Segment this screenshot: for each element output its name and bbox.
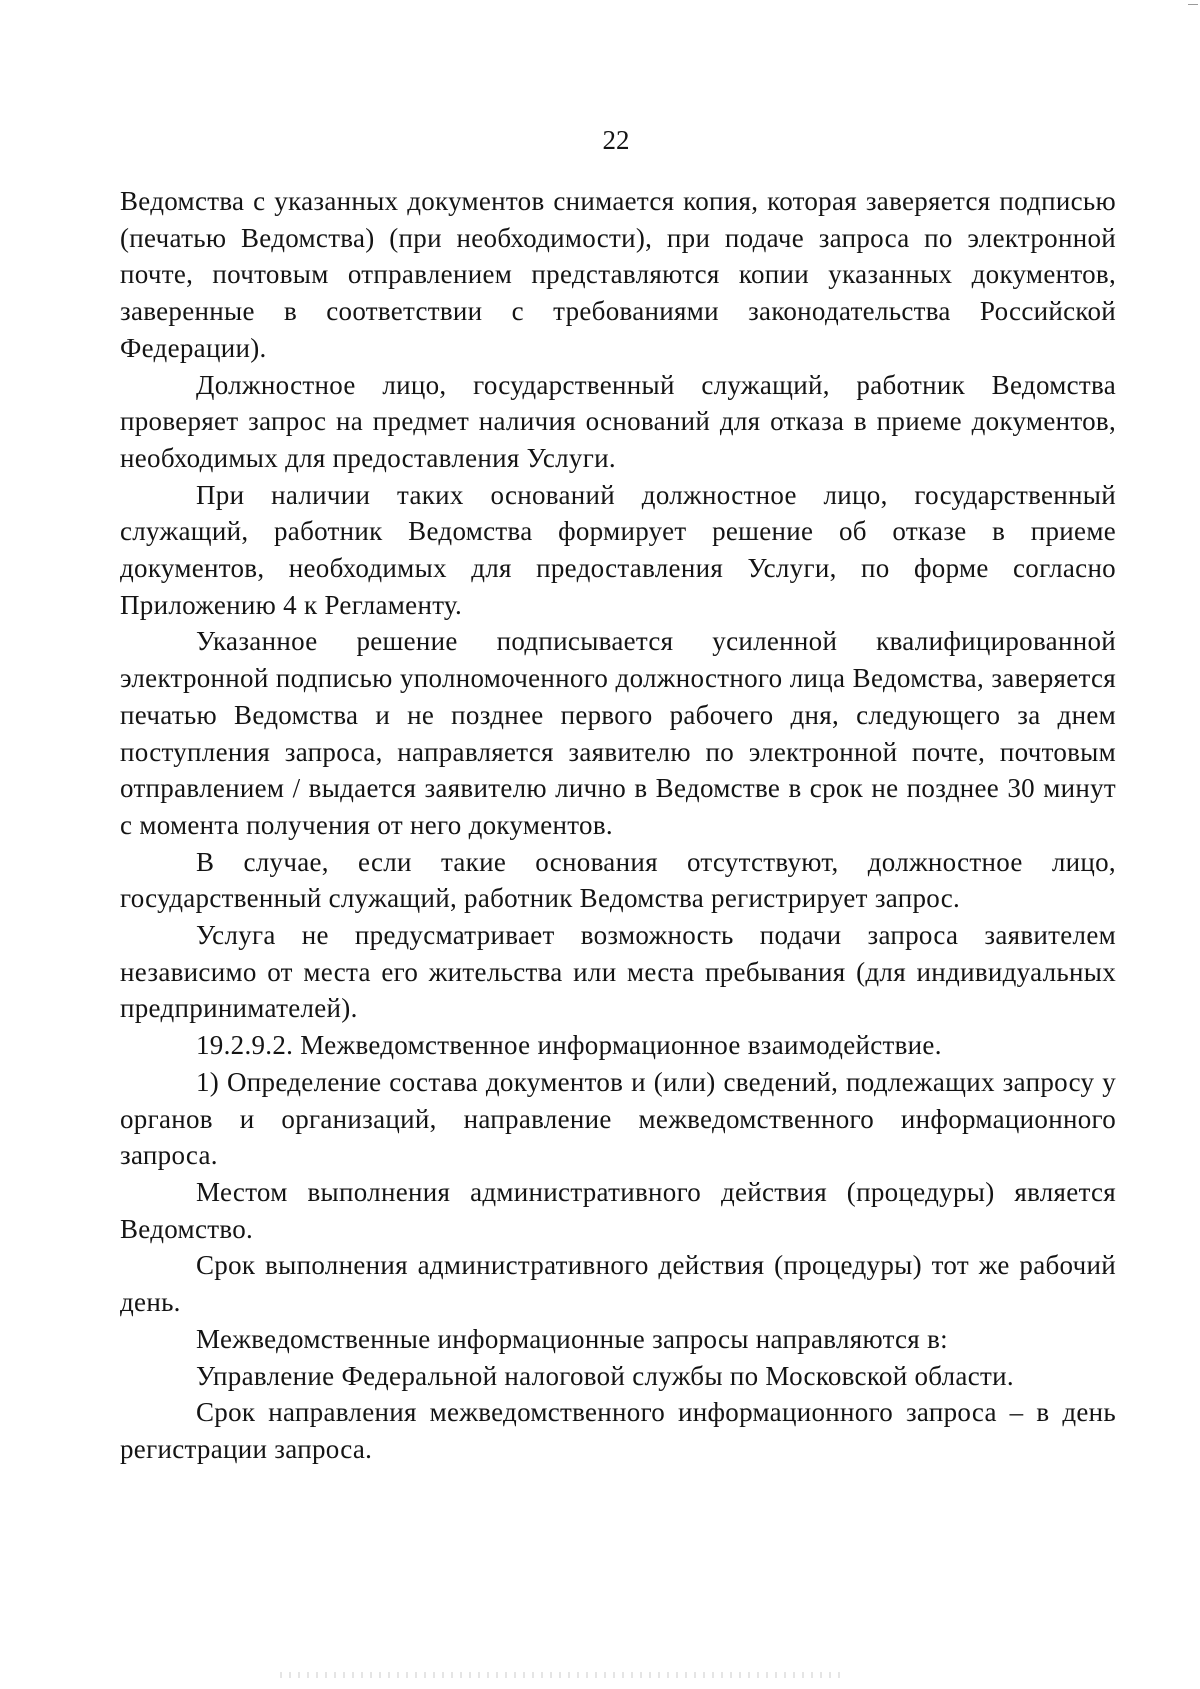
paragraph-service-location: Услуга не предусматривает возможность подачи запроса заявителем независимо от места его жительства или места пребывания (для индивидуальных предпринимателей). bbox=[120, 920, 1116, 1024]
paragraph-continuation: Ведомства с указанных документов снимается копия, которая заверяется подписью (печатью Ведомства) (при необходимости), при подаче запроса по электронной почте, почтовым отправлением представляются копии указанных документов, заверенные в соответствии с требованиями законодательства Российской Федерации). bbox=[120, 186, 1116, 363]
paragraph-refusal-decision: При наличии таких оснований должностное лицо, государственный служащий, работник Ведомства формирует решение об отказе в приеме документов, необходимых для предоставления Услуги, по форме согласно Приложению 4 к Регламенту. bbox=[120, 479, 1116, 620]
paragraph-document-composition: 1) Определение состава документов и (или) сведений, подлежащих запросу у органов и организаций, направление межведомственного информационного запроса. bbox=[120, 1066, 1116, 1171]
scan-artifact bbox=[1188, 4, 1198, 5]
paragraph-action-deadline: Срок выполнения административного действия (процедуры) тот же рабочий день. bbox=[120, 1250, 1116, 1318]
paragraph-request-deadline: Срок направления межведомственного информационного запроса – в день регистрации запроса. bbox=[120, 1397, 1116, 1464]
paragraph-requests-sent-to: Межведомственные информационные запросы направляются в: bbox=[196, 1323, 948, 1354]
scan-artifact bbox=[280, 1672, 840, 1678]
page-number: 22 bbox=[602, 125, 630, 155]
section-heading-interagency: 19.2.9.2. Межведомственное информационное взаимодействие. bbox=[196, 1030, 942, 1061]
paragraph-decision-signing: Указанное решение подписывается усиленной квалифицированной электронной подписью уполномоченного должностного лица Ведомства, заверяется печатью Ведомства и не позднее первого рабочего дня, следующего за днем поступления запроса, направляется заявителю по электронной почте, почтовым отправлением / выдается заявителю лично в Ведомстве в срок не позднее 30 минут с момента получения от него документов. bbox=[120, 626, 1116, 840]
paragraph-registration: В случае, если такие основания отсутствуют, должностное лицо, государственный служащий, работник Ведомства регистрирует запрос. bbox=[120, 846, 1116, 914]
paragraph-request-check: Должностное лицо, государственный служащий, работник Ведомства проверяет запрос на предмет наличия оснований для отказа в приеме документов, необходимых для предоставления Услуги. bbox=[120, 369, 1116, 473]
document-body bbox=[120, 183, 1116, 1468]
paragraph-place-of-action: Местом выполнения административного действия (процедуры) является Ведомство. bbox=[120, 1176, 1116, 1244]
paragraph-tax-service: Управление Федеральной налоговой службы по Московской области. bbox=[196, 1360, 1014, 1391]
